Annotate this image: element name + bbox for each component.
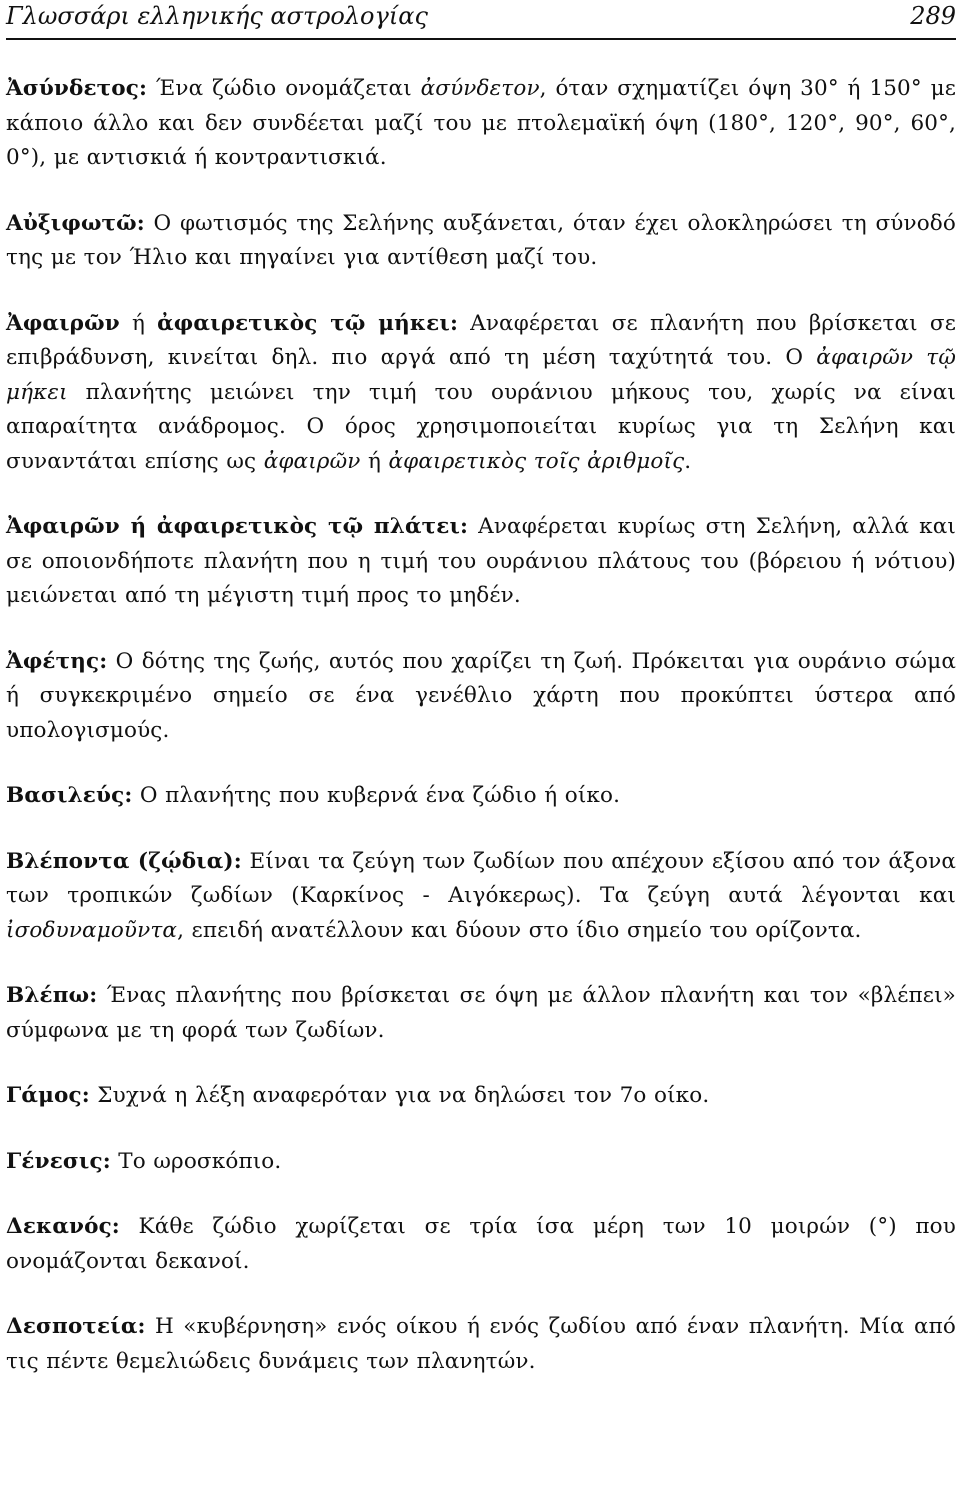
glossary-entry-blepo xyxy=(6,979,956,1048)
definition-italic-text: ἀφαιρῶν τῷ μήκει xyxy=(6,345,956,405)
glossary-term: Ἀφέτης: xyxy=(6,648,108,674)
definition-text: Ο πλανήτης που κυβερνά ένα ζώδιο ή οίκο. xyxy=(132,783,621,808)
glossary-term: Δεκανός: xyxy=(6,1214,120,1239)
definition-text: Το ωροσκόπιο. xyxy=(110,1148,282,1174)
definition-text: Η «κυβέρνηση» ενός οίκου ή ενός ζωδίου από έναν πλανήτη. Μία από τις πέντε θεμελιώδεις δυνάμεις των πλανητών. xyxy=(6,1314,956,1374)
definition-text: , επειδή ανατέλλουν και δύουν στο ίδιο σημείο του ορίζοντα. xyxy=(177,917,862,943)
definition-italic-text: ἰσοδυναμοῦντα xyxy=(6,917,178,943)
definition-text: ή xyxy=(360,448,389,474)
glossary-entry-blepontа xyxy=(6,845,956,949)
definition-text: πλανήτης μειώνει την τιμή του ουράνιου μήκους του, χωρίς να είναι απαραίτητα ανάδρομος. Ο όρος χρησιμοποιείται κυρίως για τη Σελήνη και συναντάται επίσης ως xyxy=(6,379,956,474)
glossary-entries xyxy=(6,72,956,1379)
definition-text: ή xyxy=(119,310,158,336)
glossary-entry-aphairon-mekei xyxy=(6,307,956,480)
document-page xyxy=(6,0,956,1410)
definition-text: Κάθε ζώδιο χωρίζεται σε τρία ίσα μέρη των 10 μοιρών (°) που ονομάζονται δεκανοί. xyxy=(6,1214,956,1274)
glossary-term: Δεσποτεία: xyxy=(6,1314,146,1339)
glossary-term: Γένεσις: xyxy=(6,1148,111,1174)
glossary-entry-asyndetos xyxy=(6,72,956,176)
page-number: 289 xyxy=(910,2,956,30)
glossary-entry-basileus xyxy=(6,779,956,814)
glossary-term: Ἀσύνδετος: xyxy=(6,76,148,101)
glossary-entry-gamos xyxy=(6,1079,956,1114)
definition-text: Ο φωτισμός της Σελήνης αυξάνεται, όταν έχει ολοκληρώσει τη σύνοδό της με τον Ήλιο και πηγαίνει για αντίθεση μαζί του. xyxy=(6,210,956,270)
running-header xyxy=(6,0,956,40)
definition-text: Συχνά η λέξη αναφερόταν για να δηλώσει τον 7ο οίκο. xyxy=(89,1083,710,1108)
definition-text: Ο δότης της ζωής, αυτός που χαρίζει τη ζωή. Πρόκειται για ουράνιο σώμα ή συγκεκριμένο σημείο σε ένα γενέθλιο χάρτη που προκύπτει ύστερα από υπολογισμούς. xyxy=(6,648,956,743)
glossary-entry-dekanos xyxy=(6,1210,956,1279)
definition-text: , όταν σχηματίζει όψη 30° ή 150° με κάποιο άλλο και δεν συνδέεται μαζί του με πτολεμαϊκή όψη (180°, 120°, 90°, 60°, 0°), με αντισκιά ή κοντραντισκιά. xyxy=(6,76,956,170)
definition-text: Ένας πλανήτης που βρίσκεται σε όψη με άλλον πλανήτη και τον «βλέπει» σύμφωνα με τη φορά των ζωδίων. xyxy=(6,983,956,1043)
glossary-term: Ἀφαιρῶν ή ἀφαιρετικὸς τῷ πλάτει: xyxy=(6,514,469,539)
definition-text: Είναι τα ζεύγη των ζωδίων που απέχουν εξίσου από τον άξονα των τροπικών ζωδίων (Καρκίνος - Αιγόκερως). Τα ζεύγη αυτά λέγονται και xyxy=(6,848,956,908)
glossary-term: Βλέπω: xyxy=(6,983,98,1008)
glossary-term: Αὐξιφωτῶ: xyxy=(6,210,145,236)
glossary-term: Γάμος: xyxy=(6,1083,90,1108)
glossary-entry-aphetes xyxy=(6,645,956,749)
definition-italic-text: ἀφαιρετικὸς τοῖς ἀριθμοῖς xyxy=(388,448,685,474)
glossary-entry-despoteia xyxy=(6,1310,956,1379)
definition-italic-text: ἀφαιρῶν xyxy=(263,448,361,474)
glossary-entry-aphairon-platei xyxy=(6,510,956,614)
glossary-term: Ἀφαιρῶν xyxy=(6,310,120,336)
glossary-term: Βασιλεύς: xyxy=(6,783,133,808)
definition-text: . xyxy=(684,448,692,474)
definition-text: Ένα ζώδιο ονομάζεται xyxy=(147,76,421,101)
glossary-entry-genesis xyxy=(6,1145,956,1180)
glossary-term: Βλέποντα (ζῴδια): xyxy=(6,848,242,874)
running-header-title: Γλωσσάρι ελληνικής αστρολογίας xyxy=(6,2,428,30)
glossary-term-variant: ἀφαιρετικὸς τῷ μήκει: xyxy=(157,310,459,336)
definition-italic-text: ἀσύνδετον xyxy=(420,76,540,101)
glossary-entry-auxiphoto xyxy=(6,207,956,276)
definition-text: Αναφέρεται κυρίως στη Σελήνη, αλλά και σε οποιονδήποτε πλανήτη που η τιμή του ουράνιου πλάτους του (βόρειου ή νότιου) μειώνεται από τη μέγιστη τιμή προς το μηδέν. xyxy=(6,514,957,608)
definition-text: Αναφέρεται σε πλανήτη που βρίσκεται σε επιβράδυνση, κινείται δηλ. πιο αργά από τη μέση ταχύτητά του. Ο xyxy=(6,310,956,370)
